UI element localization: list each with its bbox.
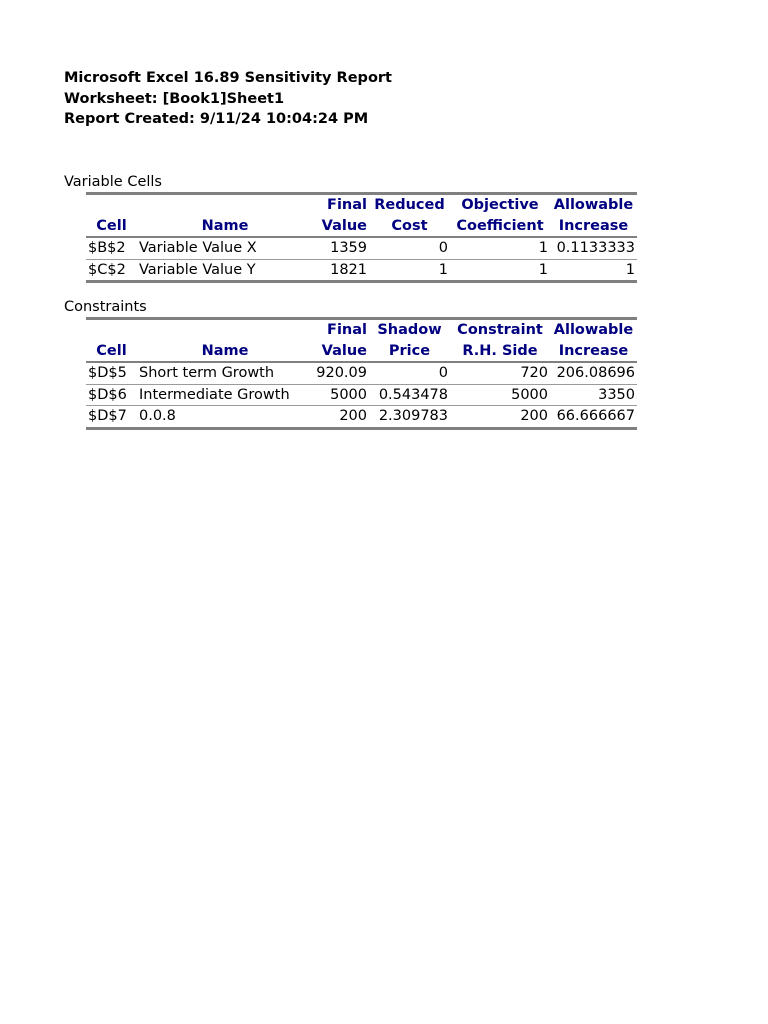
- cell-name: Intermediate Growth: [137, 384, 313, 406]
- table-header-row: [86, 341, 637, 363]
- final-value: 200: [313, 406, 369, 429]
- constraints-label: Constraints: [64, 299, 147, 315]
- allowable-increase: 206.08696: [550, 362, 637, 384]
- column-header-name: Name: [137, 341, 313, 363]
- column-header-shadow-price: Price: [369, 341, 450, 363]
- column-header-cell: Cell: [86, 341, 137, 363]
- final-value: 1821: [313, 259, 369, 282]
- allowable-increase: 1: [550, 259, 637, 282]
- column-header-cell: Cell: [86, 216, 137, 238]
- column-header: Allowable: [550, 194, 637, 216]
- final-value: 920.09: [313, 362, 369, 384]
- cell-name: Variable Value Y: [137, 259, 313, 282]
- table-header-row: [86, 194, 637, 216]
- column-header-final-value: Value: [313, 341, 369, 363]
- table-row: [86, 384, 637, 406]
- final-value: 1359: [313, 237, 369, 259]
- cell-address: $D$5: [86, 362, 137, 384]
- shadow-price: 0.543478: [369, 384, 450, 406]
- column-header-final-value: Value: [313, 216, 369, 238]
- cell-name: Short term Growth: [137, 362, 313, 384]
- column-header-objective-coefficient: Coefficient: [450, 216, 550, 238]
- shadow-price: 2.309783: [369, 406, 450, 429]
- column-header: [86, 319, 137, 341]
- shadow-price: 0: [369, 362, 450, 384]
- column-header: Allowable: [550, 319, 637, 341]
- column-header: Shadow: [369, 319, 450, 341]
- allowable-increase: 66.666667: [550, 406, 637, 429]
- cell-address: $C$2: [86, 259, 137, 282]
- allowable-increase: 0.1133333: [550, 237, 637, 259]
- table-header-row: [86, 216, 637, 238]
- constraint-rhs: 200: [450, 406, 550, 429]
- cell-address: $D$6: [86, 384, 137, 406]
- table-row: [86, 406, 637, 429]
- column-header: [137, 319, 313, 341]
- cell-address: $B$2: [86, 237, 137, 259]
- constraints-table: [86, 317, 637, 430]
- report-title: Microsoft Excel 16.89 Sensitivity Report: [64, 70, 392, 86]
- column-header-name: Name: [137, 216, 313, 238]
- column-header-allowable-increase: Increase: [550, 341, 637, 363]
- column-header: Objective: [450, 194, 550, 216]
- cell-name: 0.0.8: [137, 406, 313, 429]
- table-header-row: [86, 319, 637, 341]
- reduced-cost: 1: [369, 259, 450, 282]
- column-header: [137, 194, 313, 216]
- column-header-allowable-increase: Increase: [550, 216, 637, 238]
- cell-name: Variable Value X: [137, 237, 313, 259]
- column-header-constraint-rhs: R.H. Side: [450, 341, 550, 363]
- report-header: [64, 68, 392, 130]
- allowable-increase: 3350: [550, 384, 637, 406]
- column-header-reduced-cost: Cost: [369, 216, 450, 238]
- table-row: [86, 362, 637, 384]
- report-created-line: Report Created: 9/11/24 10:04:24 PM: [64, 111, 369, 127]
- objective-coefficient: 1: [450, 237, 550, 259]
- constraint-rhs: 720: [450, 362, 550, 384]
- reduced-cost: 0: [369, 237, 450, 259]
- final-value: 5000: [313, 384, 369, 406]
- column-header: [86, 194, 137, 216]
- table-row: [86, 237, 637, 259]
- column-header: Final: [313, 194, 369, 216]
- column-header: Reduced: [369, 194, 450, 216]
- cell-address: $D$7: [86, 406, 137, 429]
- column-header: Final: [313, 319, 369, 341]
- constraint-rhs: 5000: [450, 384, 550, 406]
- objective-coefficient: 1: [450, 259, 550, 282]
- column-header: Constraint: [450, 319, 550, 341]
- worksheet-line: Worksheet: [Book1]Sheet1: [64, 90, 285, 107]
- variable-cells-label: Variable Cells: [64, 174, 162, 190]
- table-row: [86, 259, 637, 282]
- variable-cells-table: [86, 192, 637, 283]
